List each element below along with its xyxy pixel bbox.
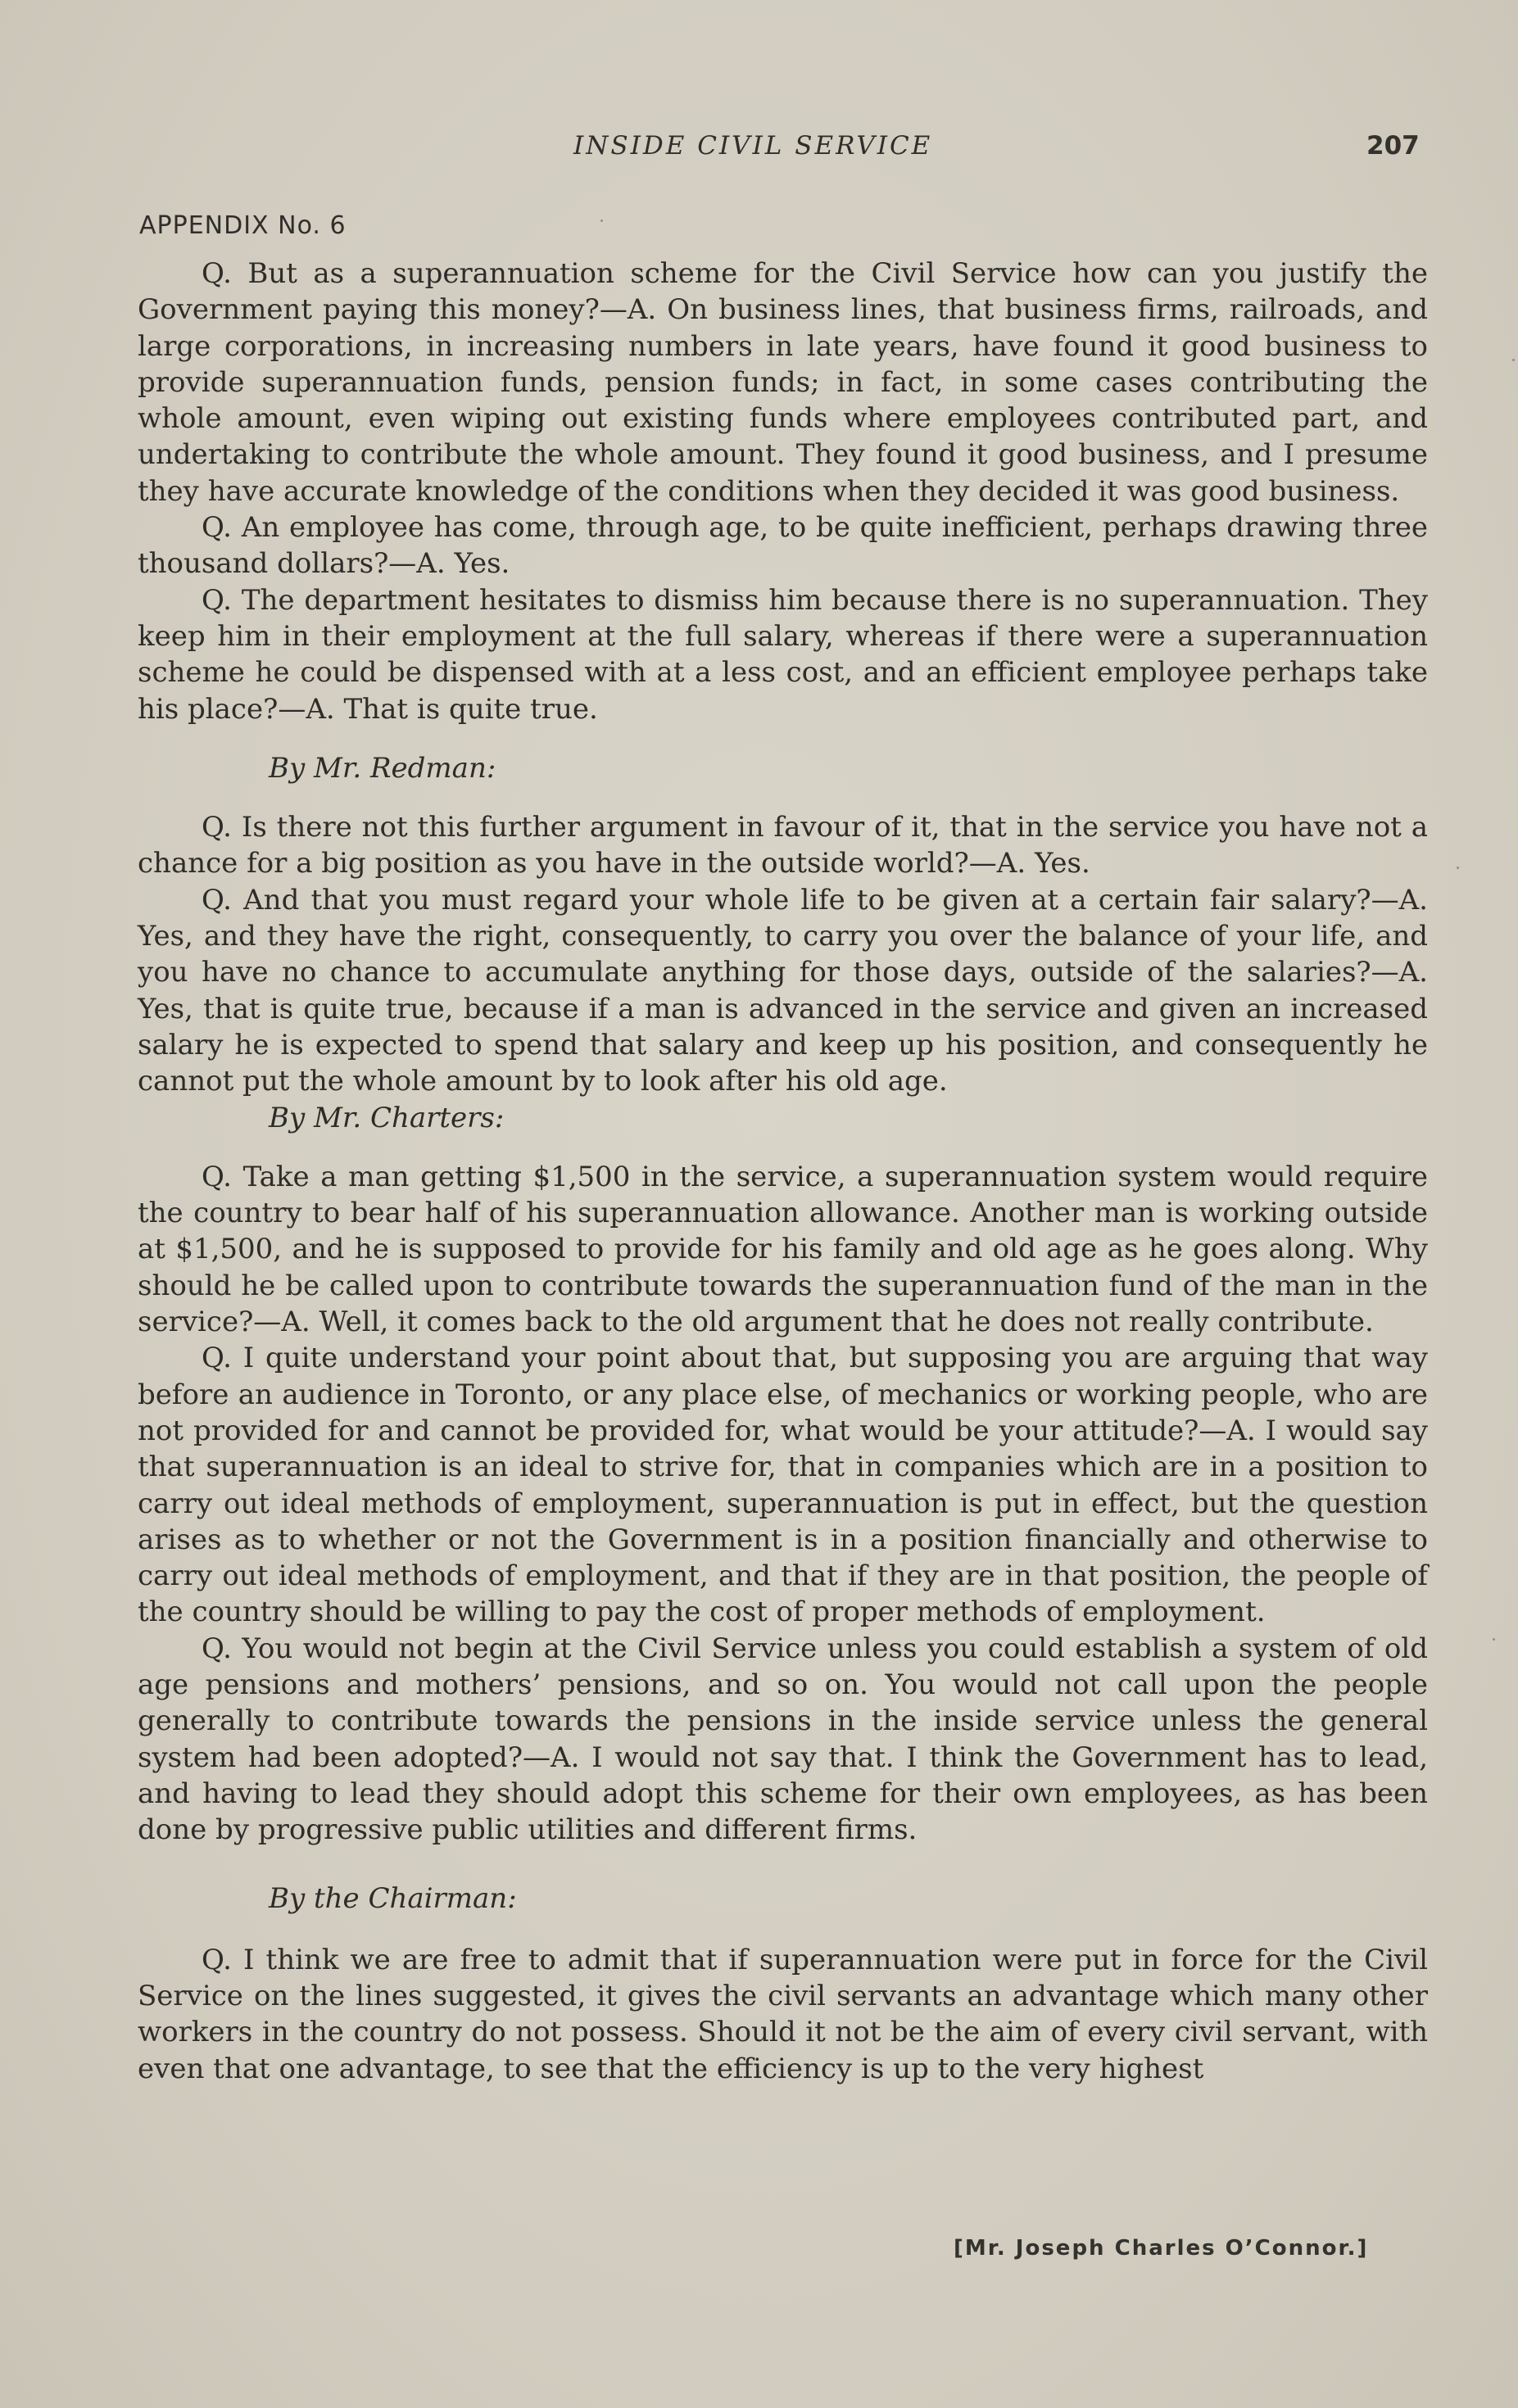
qa-paragraph: Q. The department hesitates to dismiss him because there is no superannuation. They keep him in their employment at the full salary, whereas if there were a superannuation scheme he could be dispensed with at a less cost, and an efficient employee perhaps take his place?—A. That is quite true. bbox=[138, 583, 1428, 726]
paper-speck bbox=[1457, 867, 1459, 869]
testimony-body bbox=[138, 256, 1428, 2087]
paper-speck bbox=[1493, 1638, 1495, 1641]
running-header-title: INSIDE CIVIL SERVICE bbox=[573, 131, 933, 161]
qa-paragraph: Q. Take a man getting $1,500 in the service, a superannuation system would require the country to bear half of his superannuation allowance. Another man is working outside at $1,500, and he is supposed to provide for his family and old age as he goes along. Why should he be called upon to contribute towards the superannuation fund of the man in the service?—A. Well, it comes back to the old argument that he does not really contribute. bbox=[138, 1160, 1428, 1339]
qa-paragraph: Q. Is there not this further argument in favour of it, that in the service you have not a chance for a big position as you have in the outside world?—A. Yes. bbox=[138, 811, 1428, 880]
appendix-label: APPENDIX No. 6 bbox=[139, 211, 347, 240]
paper-speck bbox=[600, 220, 603, 222]
speaker-heading-chairman: By the Chairman: bbox=[269, 1882, 517, 1916]
footer-speaker-name: [Mr. Joseph Charles O’Connor.] bbox=[954, 2236, 1369, 2261]
paper-speck bbox=[1512, 359, 1515, 361]
speaker-heading-charters: By Mr. Charters: bbox=[269, 1101, 505, 1134]
qa-paragraph: Q. An employee has come, through age, to be quite inefficient, perhaps drawing three thousand dollars?—A. Yes. bbox=[138, 511, 1428, 581]
qa-paragraph: Q. And that you must regard your whole life to be given at a certain fair salary?—A. Yes, and they have the right, consequently, to carry you over the balance of your life, and you have no chance to accumulate anything for those days, outside of the salaries?—A. Yes, that is quite true, because if a man is advanced in the service and given an increased salary he is expected to spend that salary and keep up his position, and consequently he cannot put the whole amount by to look after his old age. bbox=[138, 883, 1428, 1098]
qa-paragraph: Q. I think we are free to admit that if superannuation were put in force for the Civil Service on the lines suggested, it gives the civil servants an advantage which many other workers in the country do not possess. Should it not be the aim of every civil servant, with even that one advantage, to see that the efficiency is up to the very highest bbox=[138, 1943, 1428, 2085]
qa-paragraph: Q. You would not begin at the Civil Service unless you could establish a system of old age pensions and mothers’ pensions, and so on. You would not call upon the people generally to contribute towards the pensions in the inside service unless the general system had been adopted?—A. I would not say that. I think the Government has to lead, and having to lead they should adopt this scheme for their own employees, as has been done by progressive public utilities and different firms. bbox=[138, 1632, 1428, 1847]
page-number: 207 bbox=[1366, 131, 1420, 161]
qa-paragraph: Q. I quite understand your point about that, but supposing you are arguing that way before an audience in Toronto, or any place else, of mechanics or working people, who are not provided for and cannot be provided for, what would be your attitude?—A. I would say that superannuation is an ideal to strive for, that in companies which are in a position to carry out ideal methods of employment, superannuation is put in effect, but the question arises as to whether or not the Government is in a position financially and otherwise to carry out ideal methods of employment, and that if they are in that position, the people of the country should be willing to pay the cost of proper methods of employment. bbox=[138, 1342, 1428, 1629]
speaker-heading-redman: By Mr. Redman: bbox=[269, 751, 496, 785]
qa-paragraph: Q. But as a superannuation scheme for the Civil Service how can you justify the Government paying this money?—A. On business lines, that business firms, railroads, and large corporations, in increasing numbers in late years, have found it good business to provide superannuation funds, pension funds; in fact, in some cases contributing the whole amount, even wiping out existing funds where employees contributed part, and undertaking to contribute the whole amount. They found it good business, and I presume they have accurate knowledge of the conditions when they decided it was good business. bbox=[138, 257, 1428, 508]
